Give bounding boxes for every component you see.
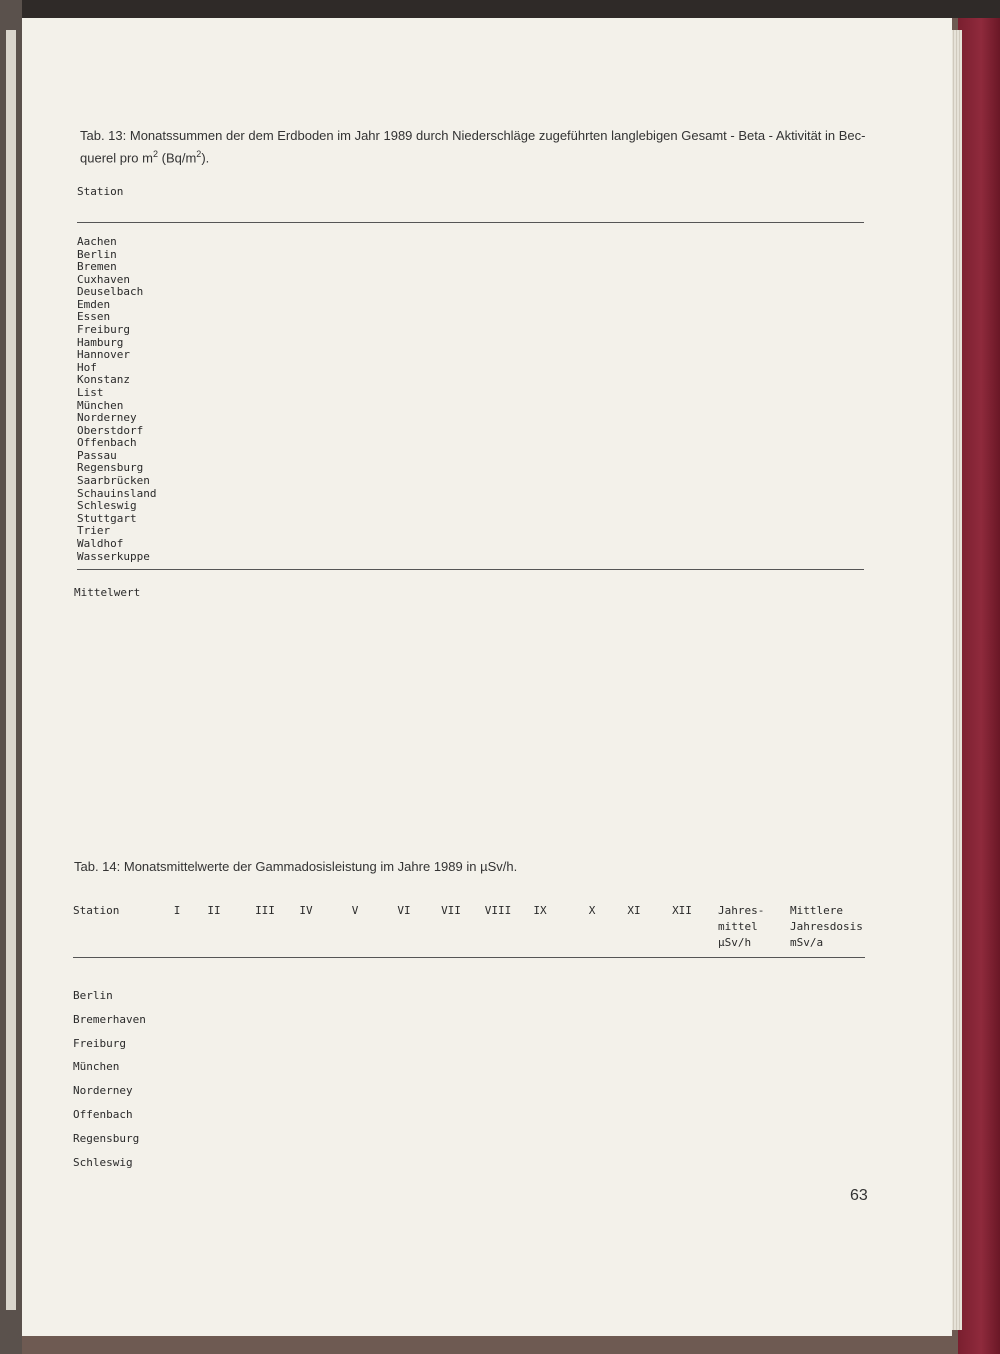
table14-row-station: Freiburg <box>73 1036 126 1050</box>
table13-row-station: Deuselbach <box>77 285 144 299</box>
book-cover-left <box>0 0 22 1354</box>
table13-row-station: München <box>77 398 124 412</box>
table13-row-station: Konstanz <box>77 373 130 387</box>
table14-header-5: V <box>351 904 359 917</box>
table14-row-station: Regensburg <box>73 1131 140 1145</box>
table14-header-rule <box>73 957 865 958</box>
table14-header-9: IX <box>533 904 547 917</box>
table13-row-station: Regensburg <box>77 461 144 475</box>
table13-row-station: Wasserkuppe <box>77 549 150 563</box>
table13-caption-line2b: (Bq/m <box>158 150 197 166</box>
table13-row-station: Hamburg <box>77 335 124 349</box>
table13-header-rule <box>77 222 864 223</box>
table14-header-7: VII <box>441 904 461 917</box>
table13-caption-sup2: 2 <box>196 149 202 159</box>
table14-header-mean-2: mittel <box>718 920 758 933</box>
table13-row-station: Essen <box>77 310 111 324</box>
table13-caption-sup1: 2 <box>152 149 158 159</box>
table13-row-station: Aachen <box>77 235 117 248</box>
table13-mean-label: Mittelwert <box>74 586 141 599</box>
scan-border-top <box>0 0 1000 18</box>
table14-header-dose-3: mSv/a <box>790 936 824 949</box>
table13-row-station: Schleswig <box>77 499 137 513</box>
previous-page-edge <box>6 30 16 1310</box>
table14-header-8: VIII <box>484 904 512 917</box>
table13-row-station: Waldhof <box>77 536 124 550</box>
table13-caption-line2c: ). <box>201 150 210 166</box>
table14-header-mean-3: µSv/h <box>718 936 752 949</box>
table14-header-12: XII <box>672 904 692 917</box>
table14-header-4: IV <box>299 904 313 917</box>
table14-row-station: Norderney <box>73 1084 133 1098</box>
table14-row-station: Bremerhaven <box>73 1012 146 1026</box>
table14-header-10: X <box>588 904 596 917</box>
table13-row-station: Saarbrücken <box>77 474 150 488</box>
table13-row-station: Schauinsland <box>77 486 157 500</box>
table14-row-station: München <box>73 1060 120 1074</box>
table13-row-station: Stuttgart <box>77 511 137 525</box>
table13-caption-line2a: querel pro m <box>80 150 153 166</box>
book-cover-right <box>958 18 1000 1354</box>
table14-header-11: XI <box>627 904 641 917</box>
table13-row-station: Trier <box>77 524 111 538</box>
table14-row-station: Berlin <box>73 989 113 1002</box>
table13-header-station: Station <box>77 185 124 198</box>
table13-row-station: List <box>77 385 104 399</box>
table13-footer-rule <box>77 569 864 570</box>
table13-row-station: Emden <box>77 297 111 311</box>
table14-header-1: I <box>173 904 181 917</box>
table13-row-station: Berlin <box>77 247 117 261</box>
table13-row-station: Hof <box>77 360 97 374</box>
table14-header-mean-1: Jahres- <box>718 904 765 917</box>
table13-row-station: Hannover <box>77 348 130 362</box>
table14-row-station: Schleswig <box>73 1155 133 1169</box>
table14-caption <box>74 857 874 876</box>
table13-row-station: Freiburg <box>77 323 130 337</box>
page-number: 63 <box>850 1187 868 1204</box>
table14-header-3: III <box>255 904 275 917</box>
table13-caption <box>80 126 880 167</box>
table14-row-station: Offenbach <box>73 1108 133 1121</box>
table14-header-dose-1: Mittlere <box>790 904 843 917</box>
table13-row-station: Passau <box>77 448 117 462</box>
table13-caption-line1: Tab. 13: Monatssummen der dem Erdboden im Jahr 1989 durch Niederschläge zugeführten langlebigen Gesamt - Beta - Aktivität in Bec- <box>80 128 866 143</box>
table13-row-station: Norderney <box>77 411 137 425</box>
table13-row-station: Offenbach <box>77 436 137 450</box>
table14-header-6: VI <box>397 904 411 917</box>
document-page <box>22 18 952 1336</box>
table13-row-station: Oberstdorf <box>77 423 144 437</box>
table14-caption-text: Tab. 14: Monatsmittelwerte der Gammadosisleistung im Jahre 1989 in µSv/h. <box>74 859 518 874</box>
table14-header-2: II <box>207 904 221 917</box>
table14-header-dose-2: Jahresdosis <box>790 920 863 933</box>
table13-row-station: Cuxhaven <box>77 272 130 286</box>
table14-header-station: Station <box>73 904 120 917</box>
table13-row-station: Bremen <box>77 260 117 274</box>
